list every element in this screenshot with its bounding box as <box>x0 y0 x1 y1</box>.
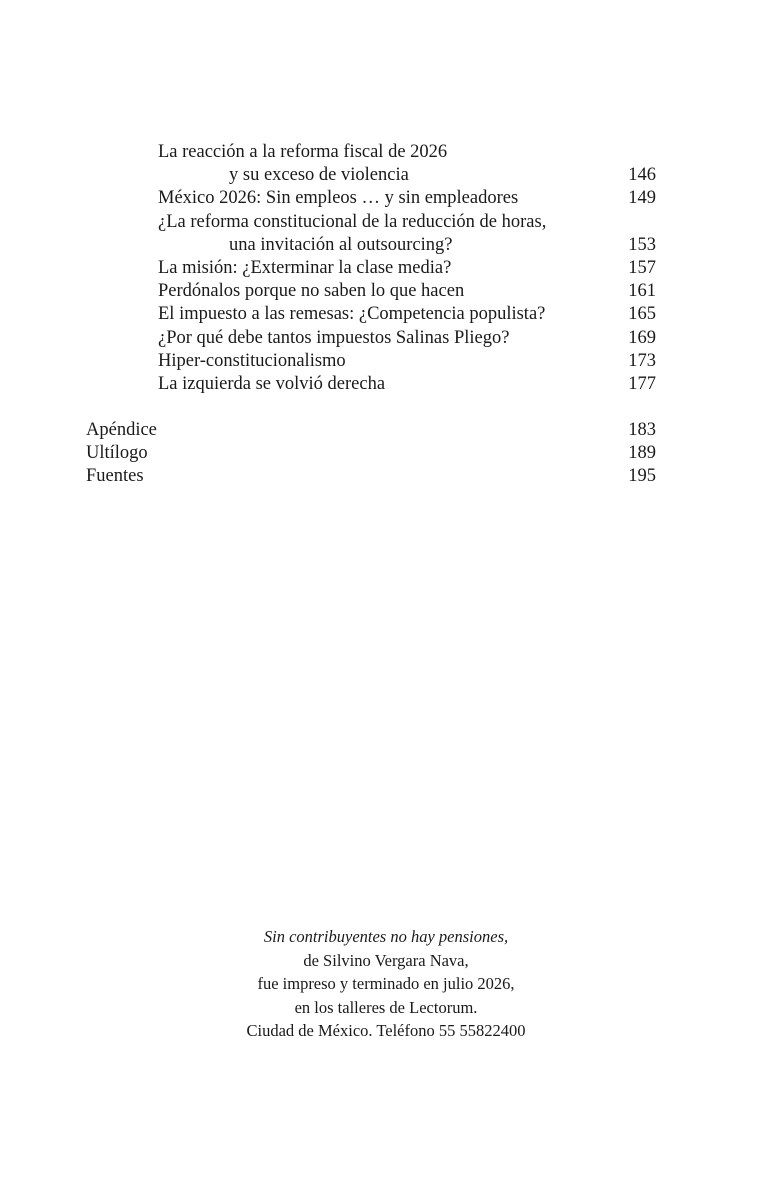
toc-entry-page: 153 <box>628 234 656 255</box>
toc-entry-title: La misión: ¿Exterminar la clase media? <box>158 257 452 278</box>
toc-entry-page: 146 <box>628 165 656 186</box>
toc-entry-page: 149 <box>628 188 656 209</box>
toc-section-title: Apéndice <box>86 420 157 441</box>
colophon-contact: Ciudad de México. Teléfono 55 55822400 <box>246 1021 526 1041</box>
colophon-print-date: fue impreso y terminado en julio 2026, <box>257 974 515 994</box>
toc-entry-title: y su exceso de violencia <box>229 165 409 186</box>
section-gap <box>0 396 772 419</box>
colophon-printer: en los talleres de Lectorum. <box>294 997 478 1017</box>
toc-entry-title: ¿Por qué debe tantos impuestos Salinas Pliego? <box>158 327 510 348</box>
colophon-book-title: Sin contribuyentes no hay pensiones, <box>263 927 509 946</box>
toc-entry-title: Hiper-constitucionalismo <box>158 350 346 371</box>
toc-entry-page: 173 <box>628 350 656 371</box>
toc-entry-title: La reacción a la reforma fiscal de 2026 <box>158 142 448 162</box>
toc-section-title: Ultílogo <box>86 443 148 464</box>
toc-entry <box>0 280 772 303</box>
toc-section-page: 183 <box>628 420 656 441</box>
table-of-contents <box>0 141 772 489</box>
toc-entry <box>0 141 772 164</box>
toc-entry-title: una invitación al outsourcing? <box>229 234 453 255</box>
toc-section <box>0 442 772 465</box>
toc-section-page: 195 <box>628 466 656 487</box>
toc-section <box>0 465 772 488</box>
toc-entry-title: Perdónalos porque no saben lo que hacen <box>158 281 465 302</box>
toc-section-title: Fuentes <box>86 466 144 487</box>
toc-entry <box>0 187 772 210</box>
toc-section-page: 189 <box>628 443 656 464</box>
toc-entry-page: 157 <box>628 257 656 278</box>
toc-entry <box>0 234 772 257</box>
toc-entry <box>0 211 772 234</box>
toc-entry <box>0 350 772 373</box>
toc-entry-page: 165 <box>628 304 656 325</box>
toc-entry-page: 177 <box>628 373 656 394</box>
toc-entry-page: 161 <box>628 281 656 302</box>
toc-entry-page: 169 <box>628 327 656 348</box>
colophon-author: de Silvino Vergara Nava, <box>303 950 469 970</box>
colophon <box>0 925 772 1043</box>
toc-entry-title: México 2026: Sin empleos … y sin empleadores <box>158 188 519 209</box>
toc-entry <box>0 164 772 187</box>
toc-entry <box>0 373 772 396</box>
toc-entry-title: La izquierda se volvió derecha <box>158 373 386 394</box>
toc-entry <box>0 327 772 350</box>
toc-entry-title: ¿La reforma constitucional de la reducción de horas, <box>158 211 547 232</box>
toc-section <box>0 419 772 442</box>
toc-entry <box>0 303 772 326</box>
toc-entry <box>0 257 772 280</box>
toc-entry-title: El impuesto a las remesas: ¿Competencia populista? <box>158 304 546 325</box>
